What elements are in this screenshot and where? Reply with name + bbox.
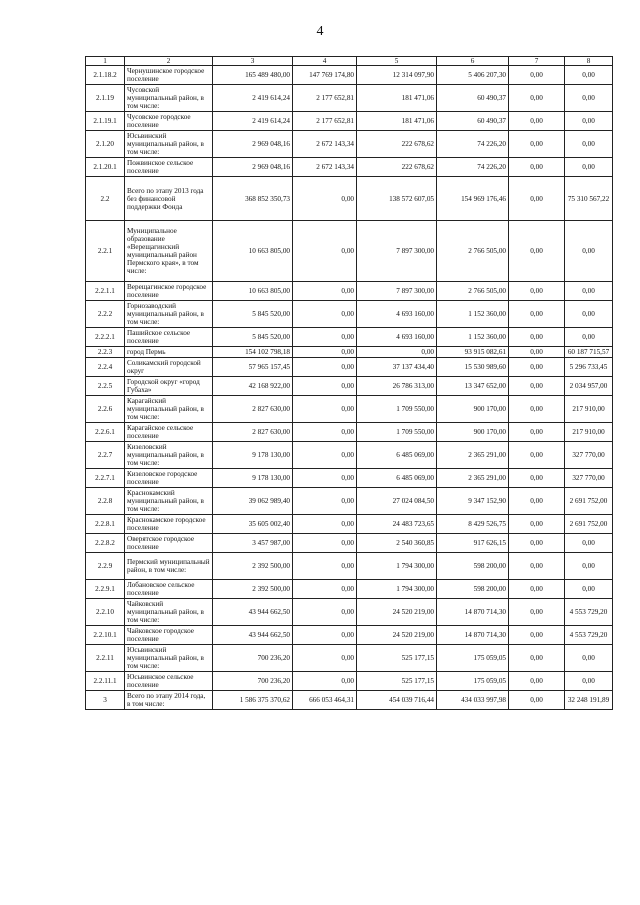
col7-cell: 0,00 <box>509 131 565 158</box>
col8-cell: 0,00 <box>565 131 613 158</box>
col5-cell: 1 709 550,00 <box>357 396 437 423</box>
name-cell: Юсьвинский муниципальный район, в том числе: <box>125 645 213 672</box>
col6-cell: 60 490,37 <box>437 85 509 112</box>
col7-cell: 0,00 <box>509 328 565 347</box>
total-cell: 2 419 614,24 <box>213 112 293 131</box>
col8-cell: 0,00 <box>565 328 613 347</box>
col4-cell: 2 177 652,81 <box>293 85 357 112</box>
col4-cell: 0,00 <box>293 488 357 515</box>
col5-cell: 525 177,15 <box>357 672 437 691</box>
table-row <box>86 112 613 131</box>
table-row <box>86 691 613 710</box>
row-number-cell: 2.2.8 <box>86 488 125 515</box>
col6-cell: 154 969 176,46 <box>437 177 509 221</box>
col4-cell: 0,00 <box>293 301 357 328</box>
col6-cell: 434 033 997,98 <box>437 691 509 710</box>
col6-cell: 2 365 291,00 <box>437 442 509 469</box>
col7-cell: 0,00 <box>509 358 565 377</box>
col5-cell: 1 794 300,00 <box>357 553 437 580</box>
total-cell: 165 489 480,00 <box>213 66 293 85</box>
table-row <box>86 221 613 282</box>
col5-cell: 37 137 434,40 <box>357 358 437 377</box>
page-number: 4 <box>316 24 324 39</box>
table-row <box>86 347 613 358</box>
col4-cell: 2 672 143,34 <box>293 158 357 177</box>
total-cell: 154 102 798,18 <box>213 347 293 358</box>
col7-cell: 0,00 <box>509 66 565 85</box>
name-cell: Горнозаводский муниципальный район, в том числе: <box>125 301 213 328</box>
column-header-4: 4 <box>293 57 357 66</box>
name-cell: Карагайский муниципальный район, в том числе: <box>125 396 213 423</box>
col6-cell: 917 626,15 <box>437 534 509 553</box>
col5-cell: 7 897 300,00 <box>357 221 437 282</box>
col7-cell: 0,00 <box>509 553 565 580</box>
col4-cell: 0,00 <box>293 553 357 580</box>
row-number-cell: 2.1.18.2 <box>86 66 125 85</box>
col8-cell: 2 034 957,00 <box>565 377 613 396</box>
col8-cell: 5 296 733,45 <box>565 358 613 377</box>
col6-cell: 74 226,20 <box>437 131 509 158</box>
col4-cell: 0,00 <box>293 396 357 423</box>
col5-cell: 222 678,62 <box>357 131 437 158</box>
col8-cell: 0,00 <box>565 645 613 672</box>
col6-cell: 14 870 714,30 <box>437 626 509 645</box>
col4-cell: 2 177 652,81 <box>293 112 357 131</box>
row-number-cell: 2.2.2 <box>86 301 125 328</box>
table-row <box>86 580 613 599</box>
col7-cell: 0,00 <box>509 377 565 396</box>
col4-cell: 0,00 <box>293 626 357 645</box>
col6-cell: 598 200,00 <box>437 553 509 580</box>
name-cell: Верещагинское городское поселение <box>125 282 213 301</box>
column-header-6: 6 <box>437 57 509 66</box>
row-number-cell: 2.2.11.1 <box>86 672 125 691</box>
col8-cell: 4 553 729,20 <box>565 626 613 645</box>
col5-cell: 138 572 607,05 <box>357 177 437 221</box>
col7-cell: 0,00 <box>509 534 565 553</box>
col7-cell: 0,00 <box>509 515 565 534</box>
col8-cell: 0,00 <box>565 580 613 599</box>
col7-cell: 0,00 <box>509 396 565 423</box>
row-number-cell: 2.2.8.1 <box>86 515 125 534</box>
col6-cell: 13 347 652,00 <box>437 377 509 396</box>
table-row <box>86 626 613 645</box>
table-row <box>86 131 613 158</box>
col6-cell: 60 490,37 <box>437 112 509 131</box>
total-cell: 42 168 922,00 <box>213 377 293 396</box>
row-number-cell: 2.1.19 <box>86 85 125 112</box>
col7-cell: 0,00 <box>509 469 565 488</box>
row-number-cell: 2.2.1.1 <box>86 282 125 301</box>
table-row <box>86 488 613 515</box>
col6-cell: 2 365 291,00 <box>437 469 509 488</box>
total-cell: 2 969 048,16 <box>213 158 293 177</box>
name-cell: Лобановское сельское поселение <box>125 580 213 599</box>
col6-cell: 598 200,00 <box>437 580 509 599</box>
table-row <box>86 553 613 580</box>
row-number-cell: 2.1.19.1 <box>86 112 125 131</box>
col7-cell: 0,00 <box>509 423 565 442</box>
col5-cell: 181 471,06 <box>357 112 437 131</box>
col6-cell: 175 059,05 <box>437 645 509 672</box>
col6-cell: 900 170,00 <box>437 396 509 423</box>
col6-cell: 9 347 152,90 <box>437 488 509 515</box>
col5-cell: 4 693 160,00 <box>357 301 437 328</box>
table-row <box>86 423 613 442</box>
row-number-cell: 2.2.8.2 <box>86 534 125 553</box>
col5-cell: 7 897 300,00 <box>357 282 437 301</box>
col7-cell: 0,00 <box>509 85 565 112</box>
col7-cell: 0,00 <box>509 442 565 469</box>
table-row <box>86 396 613 423</box>
col5-cell: 24 520 219,00 <box>357 599 437 626</box>
col5-cell: 4 693 160,00 <box>357 328 437 347</box>
col4-cell: 0,00 <box>293 442 357 469</box>
col6-cell: 8 429 526,75 <box>437 515 509 534</box>
col8-cell: 4 553 729,20 <box>565 599 613 626</box>
row-number-cell: 2.2.11 <box>86 645 125 672</box>
col8-cell: 32 248 191,89 <box>565 691 613 710</box>
col8-cell: 0,00 <box>565 553 613 580</box>
col8-cell: 327 770,00 <box>565 469 613 488</box>
col5-cell: 525 177,15 <box>357 645 437 672</box>
row-number-cell: 2.2.10.1 <box>86 626 125 645</box>
col5-cell: 222 678,62 <box>357 158 437 177</box>
col4-cell: 0,00 <box>293 377 357 396</box>
col8-cell: 0,00 <box>565 301 613 328</box>
total-cell: 43 944 662,50 <box>213 626 293 645</box>
row-number-cell: 2.2.9 <box>86 553 125 580</box>
column-header-8: 8 <box>565 57 613 66</box>
row-number-cell: 2.2.2.1 <box>86 328 125 347</box>
total-cell: 1 586 375 370,62 <box>213 691 293 710</box>
col4-cell: 0,00 <box>293 645 357 672</box>
total-cell: 35 605 002,40 <box>213 515 293 534</box>
table-row <box>86 599 613 626</box>
col7-cell: 0,00 <box>509 626 565 645</box>
column-header-2: 2 <box>125 57 213 66</box>
col4-cell: 0,00 <box>293 282 357 301</box>
col6-cell: 900 170,00 <box>437 423 509 442</box>
name-cell: Пашийское сельское поселение <box>125 328 213 347</box>
col5-cell: 26 786 313,00 <box>357 377 437 396</box>
total-cell: 368 852 350,73 <box>213 177 293 221</box>
total-cell: 3 457 987,00 <box>213 534 293 553</box>
col8-cell: 0,00 <box>565 534 613 553</box>
name-cell: Оверятское городское поселение <box>125 534 213 553</box>
col5-cell: 1 709 550,00 <box>357 423 437 442</box>
col6-cell: 1 152 360,00 <box>437 301 509 328</box>
col4-cell: 0,00 <box>293 515 357 534</box>
name-cell: Пермский муниципальный район, в том числе: <box>125 553 213 580</box>
column-header-3: 3 <box>213 57 293 66</box>
col4-cell: 0,00 <box>293 423 357 442</box>
table-row <box>86 645 613 672</box>
col7-cell: 0,00 <box>509 488 565 515</box>
col8-cell: 0,00 <box>565 282 613 301</box>
col7-cell: 0,00 <box>509 645 565 672</box>
name-cell: Пожвинское сельское поселение <box>125 158 213 177</box>
col4-cell: 0,00 <box>293 221 357 282</box>
row-number-cell: 2.2.6 <box>86 396 125 423</box>
row-number-cell: 2.2.4 <box>86 358 125 377</box>
table-row <box>86 515 613 534</box>
col7-cell: 0,00 <box>509 691 565 710</box>
total-cell: 5 845 520,00 <box>213 301 293 328</box>
col7-cell: 0,00 <box>509 282 565 301</box>
budget-table <box>85 56 613 710</box>
col6-cell: 74 226,20 <box>437 158 509 177</box>
row-number-cell: 2.2 <box>86 177 125 221</box>
name-cell: Чернушинское городское поселение <box>125 66 213 85</box>
col7-cell: 0,00 <box>509 599 565 626</box>
name-cell: Краснокамский муниципальный район, в том числе: <box>125 488 213 515</box>
column-header-7: 7 <box>509 57 565 66</box>
table-row <box>86 672 613 691</box>
col5-cell: 6 485 069,00 <box>357 442 437 469</box>
table-row <box>86 158 613 177</box>
col4-cell: 0,00 <box>293 469 357 488</box>
row-number-cell: 2.2.7 <box>86 442 125 469</box>
row-number-cell: 2.1.20 <box>86 131 125 158</box>
col6-cell: 1 152 360,00 <box>437 328 509 347</box>
total-cell: 9 178 130,00 <box>213 469 293 488</box>
col6-cell: 175 059,05 <box>437 672 509 691</box>
total-cell: 700 236,20 <box>213 672 293 691</box>
col8-cell: 0,00 <box>565 221 613 282</box>
table-row <box>86 85 613 112</box>
name-cell: Чусовское городское поселение <box>125 112 213 131</box>
col7-cell: 0,00 <box>509 112 565 131</box>
col6-cell: 5 406 207,30 <box>437 66 509 85</box>
col4-cell: 0,00 <box>293 580 357 599</box>
col4-cell: 0,00 <box>293 599 357 626</box>
col8-cell: 0,00 <box>565 158 613 177</box>
col5-cell: 181 471,06 <box>357 85 437 112</box>
col4-cell: 666 053 464,31 <box>293 691 357 710</box>
row-number-cell: 2.2.1 <box>86 221 125 282</box>
total-cell: 10 663 805,00 <box>213 282 293 301</box>
col8-cell: 0,00 <box>565 672 613 691</box>
total-cell: 9 178 130,00 <box>213 442 293 469</box>
col7-cell: 0,00 <box>509 301 565 328</box>
col7-cell: 0,00 <box>509 221 565 282</box>
total-cell: 700 236,20 <box>213 645 293 672</box>
name-cell: Всего по этапу 2013 года без финансовой поддержки Фонда <box>125 177 213 221</box>
table-row <box>86 377 613 396</box>
column-header-5: 5 <box>357 57 437 66</box>
col4-cell: 0,00 <box>293 534 357 553</box>
total-cell: 2 392 500,00 <box>213 580 293 599</box>
name-cell: Карагайское сельское поселение <box>125 423 213 442</box>
name-cell: Городской округ «город Губаха» <box>125 377 213 396</box>
col5-cell: 454 039 716,44 <box>357 691 437 710</box>
total-cell: 39 062 989,40 <box>213 488 293 515</box>
total-cell: 43 944 662,50 <box>213 599 293 626</box>
name-cell: Юсьвинское сельское поселение <box>125 672 213 691</box>
col4-cell: 147 769 174,80 <box>293 66 357 85</box>
row-number-cell: 2.2.9.1 <box>86 580 125 599</box>
col8-cell: 2 691 752,00 <box>565 515 613 534</box>
total-cell: 2 969 048,16 <box>213 131 293 158</box>
col4-cell: 2 672 143,34 <box>293 131 357 158</box>
row-number-cell: 3 <box>86 691 125 710</box>
table-row <box>86 282 613 301</box>
col7-cell: 0,00 <box>509 672 565 691</box>
col6-cell: 93 915 082,61 <box>437 347 509 358</box>
name-cell: Кизеловское городское поселение <box>125 469 213 488</box>
total-cell: 57 965 157,45 <box>213 358 293 377</box>
name-cell: Краснокамское городское поселение <box>125 515 213 534</box>
col8-cell: 217 910,00 <box>565 396 613 423</box>
col7-cell: 0,00 <box>509 177 565 221</box>
row-number-cell: 2.2.10 <box>86 599 125 626</box>
col8-cell: 2 691 752,00 <box>565 488 613 515</box>
total-cell: 5 845 520,00 <box>213 328 293 347</box>
name-cell: Соликамский городской округ <box>125 358 213 377</box>
col5-cell: 12 314 097,90 <box>357 66 437 85</box>
col5-cell: 27 024 084,50 <box>357 488 437 515</box>
col7-cell: 0,00 <box>509 580 565 599</box>
col7-cell: 0,00 <box>509 158 565 177</box>
total-cell: 2 419 614,24 <box>213 85 293 112</box>
table-row <box>86 177 613 221</box>
table-row <box>86 66 613 85</box>
col8-cell: 327 770,00 <box>565 442 613 469</box>
table-row <box>86 301 613 328</box>
row-number-cell: 2.1.20.1 <box>86 158 125 177</box>
col7-cell: 0,00 <box>509 347 565 358</box>
col8-cell: 0,00 <box>565 85 613 112</box>
col5-cell: 24 520 219,00 <box>357 626 437 645</box>
col6-cell: 15 530 989,60 <box>437 358 509 377</box>
col6-cell: 2 766 505,00 <box>437 282 509 301</box>
table-row <box>86 328 613 347</box>
col4-cell: 0,00 <box>293 672 357 691</box>
col5-cell: 2 540 360,85 <box>357 534 437 553</box>
name-cell: Юсьвинский муниципальный район, в том числе: <box>125 131 213 158</box>
name-cell: Всего по этапу 2014 года, в том числе: <box>125 691 213 710</box>
col4-cell: 0,00 <box>293 328 357 347</box>
name-cell: Муниципальное образование «Верещагинский муниципальный район Пермского края», в том числе: <box>125 221 213 282</box>
col8-cell: 60 187 715,57 <box>565 347 613 358</box>
row-number-cell: 2.2.5 <box>86 377 125 396</box>
table-header-row <box>86 57 613 66</box>
row-number-cell: 2.2.6.1 <box>86 423 125 442</box>
name-cell: город Пермь <box>125 347 213 358</box>
table-row <box>86 442 613 469</box>
row-number-cell: 2.2.7.1 <box>86 469 125 488</box>
table-row <box>86 469 613 488</box>
col8-cell: 0,00 <box>565 66 613 85</box>
table-body <box>86 66 613 710</box>
column-header-1: 1 <box>86 57 125 66</box>
name-cell: Кизеловский муниципальный район, в том числе: <box>125 442 213 469</box>
col5-cell: 6 485 069,00 <box>357 469 437 488</box>
name-cell: Чайковский муниципальный район, в том числе: <box>125 599 213 626</box>
row-number-cell: 2.2.3 <box>86 347 125 358</box>
total-cell: 2 827 630,00 <box>213 396 293 423</box>
col6-cell: 14 870 714,30 <box>437 599 509 626</box>
col5-cell: 0,00 <box>357 347 437 358</box>
total-cell: 10 663 805,00 <box>213 221 293 282</box>
col8-cell: 75 310 567,22 <box>565 177 613 221</box>
total-cell: 2 827 630,00 <box>213 423 293 442</box>
col6-cell: 2 766 505,00 <box>437 221 509 282</box>
col4-cell: 0,00 <box>293 177 357 221</box>
name-cell: Чусовской муниципальный район, в том числе: <box>125 85 213 112</box>
table-row <box>86 534 613 553</box>
col4-cell: 0,00 <box>293 358 357 377</box>
col4-cell: 0,00 <box>293 347 357 358</box>
total-cell: 2 392 500,00 <box>213 553 293 580</box>
col5-cell: 24 483 723,65 <box>357 515 437 534</box>
col8-cell: 0,00 <box>565 112 613 131</box>
name-cell: Чайковское городское поселение <box>125 626 213 645</box>
table-row <box>86 358 613 377</box>
col5-cell: 1 794 300,00 <box>357 580 437 599</box>
col8-cell: 217 910,00 <box>565 423 613 442</box>
